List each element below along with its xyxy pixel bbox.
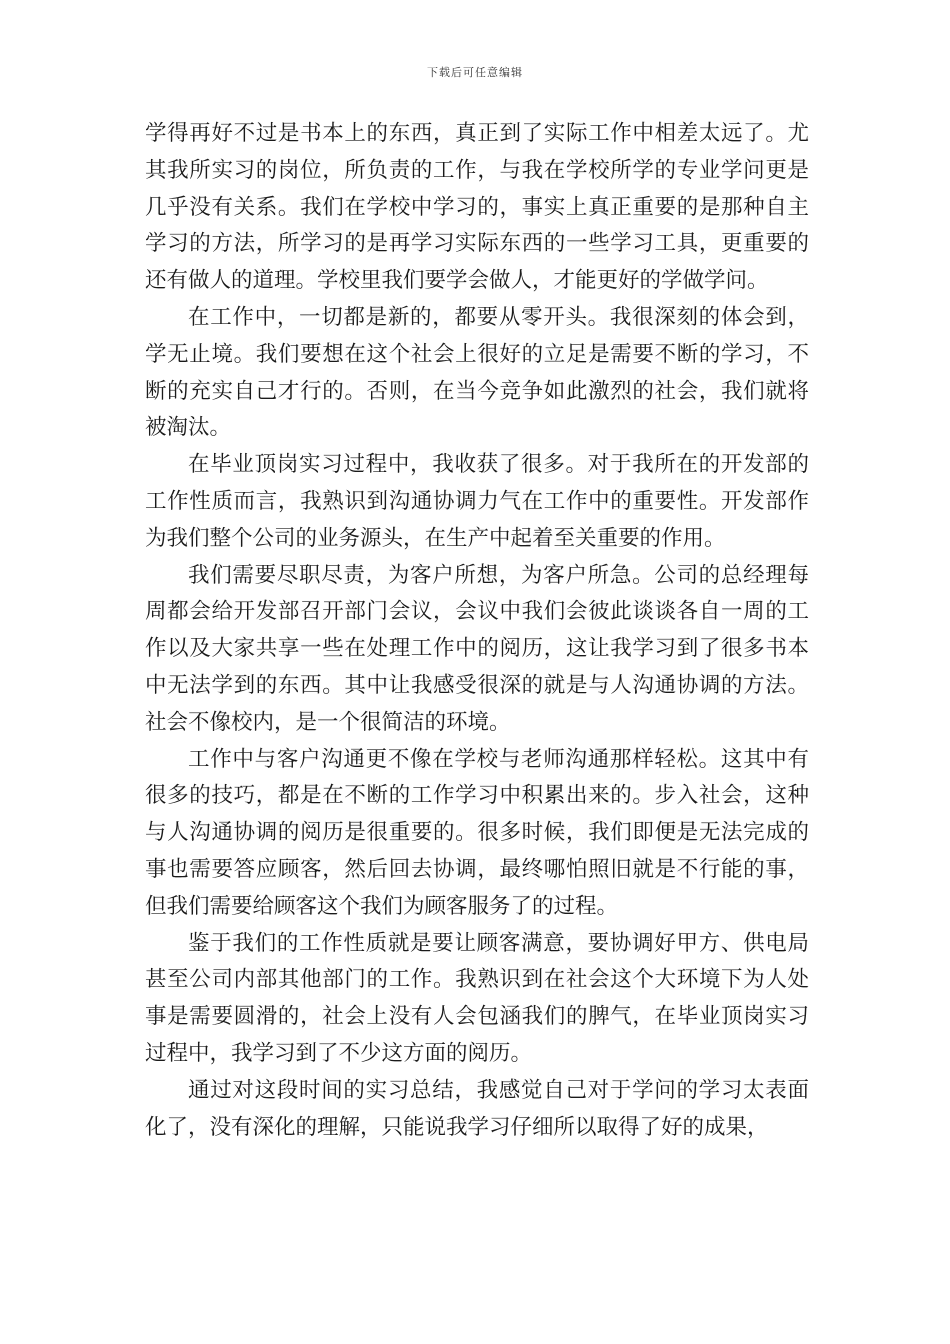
page-header: 下载后可任意编辑 [427,66,523,79]
paragraph-2: 在工作中，一切都是新的，都要从零开头。我很深刻的体会到，学无止境。我们要想在这个社会上很好的立足是需要不断的学习，不断的充实自己才行的。否则，在当今竞争如此激烈的社会，我们就将被淘汰。 [145,304,809,441]
paragraph-1: 学得再好不过是书本上的东西，真正到了实际工作中相差太远了。尤其我所实习的岗位，所负责的工作，与我在学校所学的专业学问更是几乎没有关系。我们在学校中学习的，事实上真正重要的是那种自主学习的方法，所学习的是再学习实际东西的一些学习工具，更重要的还有做人的道理。学校里我们要学会做人，才能更好的学做学问。 [145,121,809,294]
paragraph-6: 鉴于我们的工作性质就是要让顾客满意，要协调好甲方、供电局甚至公司内部其他部门的工作。我熟识到在社会这个大环境下为人处事是需要圆滑的，社会上没有人会包涵我们的脾气，在毕业顶岗实习过程中，我学习到了不少这方面的阅历。 [145,930,809,1066]
paragraph-3: 在毕业顶岗实习过程中，我收获了很多。对于我所在的开发部的工作性质而言，我熟识到沟通协调力气在工作中的重要性。开发部作为我们整个公司的业务源头，在生产中起着至关重要的作用。 [145,452,809,551]
paragraph-7: 通过对这段时间的实习总结，我感觉自己对于学问的学习太表面化了，没有深化的理解，只能说我学习仔细所以取得了好的成果， [145,1077,809,1140]
paragraph-5: 工作中与客户沟通更不像在学校与老师沟通那样轻松。这其中有很多的技巧，都是在不断的工作学习中积累出来的。步入社会，这种与人沟通协调的阅历是很重要的。很多时候，我们即便是无法完成的事也需要答应顾客，然后回去协调，最终哪怕照旧就是不行能的事，但我们需要给顾客这个我们为顾客服务了的过程。 [145,746,809,919]
document-body [145,116,809,1146]
paragraph-4: 我们需要尽职尽责，为客户所想，为客户所急。公司的总经理每周都会给开发部召开部门会议，会议中我们会彼此谈谈各自一周的工作以及大家共享一些在处理工作中的阅历，这让我学习到了很多书本中无法学到的东西。其中让我感受很深的就是与人沟通协调的方法。社会不像校内，是一个很简洁的环境。 [145,562,809,735]
